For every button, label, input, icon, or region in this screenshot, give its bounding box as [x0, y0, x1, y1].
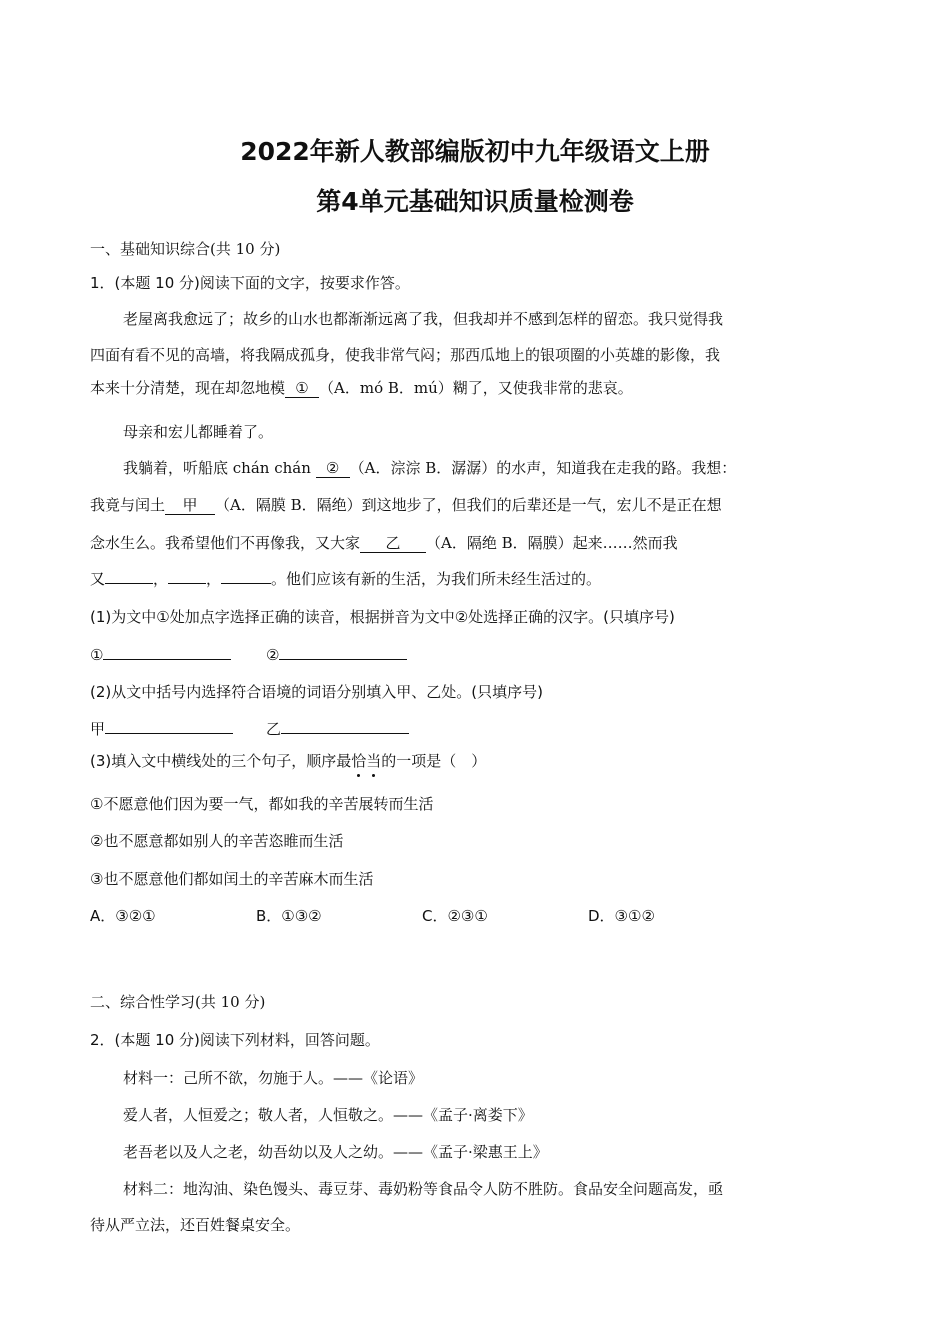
passage-text: 我竟与闰土 — [90, 496, 166, 514]
answer-line — [266, 644, 407, 666]
choice-d[interactable]: D．③①② — [588, 907, 655, 925]
choice-c[interactable]: C．②③① — [422, 907, 488, 925]
material-line: 老吾老以及人之老，幼吾幼以及人之幼。——《孟子·梁惠王上》 — [123, 1143, 548, 1161]
answer-label-2: ② — [266, 646, 280, 664]
comma: ， — [153, 570, 169, 588]
choice-a[interactable]: A．③②① — [90, 907, 156, 925]
section-2-heading: 二、综合性学习(共 10 分) — [90, 993, 266, 1011]
answer-blank-1[interactable] — [103, 644, 231, 660]
subquestion-3 — [90, 750, 486, 772]
passage-line — [90, 532, 678, 554]
passage-text: （A．隔膜 B．隔绝）到这地步了，但我们的后辈还是一气，宏儿不是正在想 — [215, 496, 722, 514]
material-line: 待从严立法，还百姓餐桌安全。 — [90, 1216, 301, 1234]
comma: ， — [206, 570, 222, 588]
passage-line — [90, 377, 633, 399]
passage-text: 。他们应该有新的生活，为我们所未经生活过的。 — [271, 570, 602, 588]
answer-label-1: ① — [90, 646, 104, 664]
passage-line — [90, 568, 601, 590]
sentence-option: ①不愿意他们因为要一气，都如我的辛苦展转而生活 — [90, 795, 434, 813]
passage-text: 又 — [90, 570, 106, 588]
blank-sentence-2[interactable] — [168, 583, 206, 584]
blank-mark-2: ② — [316, 459, 350, 478]
passage-line: 老屋离我愈远了；故乡的山水也都渐渐远离了我，但我却并不感到怎样的留恋。我只觉得我 — [123, 310, 724, 328]
section-1-heading: 一、基础知识综合(共 10 分) — [90, 240, 281, 258]
blank-sentence-3[interactable] — [221, 583, 271, 584]
answer-line — [90, 644, 231, 666]
question-1-intro: 1．(本题 10 分)阅读下面的文字，按要求作答。 — [90, 274, 410, 292]
answer-blank-jia[interactable] — [105, 718, 233, 734]
passage-text: 我躺着，听船底 chán chán — [123, 459, 311, 477]
blank-jia: 甲 — [165, 496, 215, 515]
answer-label-yi: 乙 — [266, 720, 282, 738]
passage-line: 母亲和宏儿都睡着了。 — [123, 423, 274, 441]
material-line: 材料一：己所不欲，勿施于人。——《论语》 — [123, 1069, 424, 1087]
choice-b[interactable]: B．①③② — [256, 907, 322, 925]
answer-line — [266, 718, 409, 740]
subquestion-1: (1)为文中①处加点字选择正确的读音，根据拼音为文中②处选择正确的汉字。(只填序号) — [90, 608, 675, 626]
passage-text: （A．mó B．mú）糊了，又使我非常的悲哀。 — [319, 379, 633, 397]
passage-text: （A．隔绝 B．隔膜）起来……然而我 — [426, 534, 678, 552]
passage-text: （A．淙淙 B．潺潺）的水声，知道我在走我的路。我想： — [349, 459, 737, 477]
answer-label-jia: 甲 — [90, 720, 106, 738]
subquestion-text: 的一项是（ ） — [381, 752, 487, 770]
blank-yi: 乙 — [360, 534, 426, 553]
material-line: 材料二：地沟油、染色馒头、毒豆芽、毒奶粉等食品令人防不胜防。食品安全问题高发，亟 — [123, 1180, 724, 1198]
answer-blank-2[interactable] — [279, 644, 407, 660]
dotted-char: 恰 — [351, 752, 367, 770]
passage-text: 本来十分清楚，现在却忽地模 — [90, 379, 286, 397]
passage-line: 四面有看不见的高墙，将我隔成孤身，使我非常气闷；那西瓜地上的银项圈的小英雄的影像，我 — [90, 346, 721, 364]
sentence-option: ③也不愿意他们都如闰土的辛苦麻木而生活 — [90, 870, 374, 888]
title-line-1: 2022年新人教部编版初中九年级语文上册 — [240, 137, 710, 166]
passage-line — [90, 494, 722, 516]
material-line: 爱人者，人恒爱之；敬人者，人恒敬之。——《孟子·离娄下》 — [123, 1106, 533, 1124]
title-line-2: 第4单元基础知识质量检测卷 — [316, 187, 634, 216]
subquestion-2: (2)从文中括号内选择符合语境的词语分别填入甲、乙处。(只填序号) — [90, 683, 543, 701]
passage-line — [123, 457, 736, 479]
blank-mark-1: ① — [285, 379, 319, 398]
answer-blank-yi[interactable] — [281, 718, 409, 734]
blank-sentence-1[interactable] — [105, 583, 153, 584]
dotted-char: 当 — [366, 752, 382, 770]
passage-text: 念水生么。我希望他们不再像我，又大家 — [90, 534, 361, 552]
answer-line — [90, 718, 233, 740]
question-2-intro: 2．(本题 10 分)阅读下列材料，回答问题。 — [90, 1031, 380, 1049]
subquestion-text: (3)填入文中横线处的三个句子，顺序最 — [90, 752, 352, 770]
sentence-option: ②也不愿意都如别人的辛苦恣睢而生活 — [90, 832, 344, 850]
